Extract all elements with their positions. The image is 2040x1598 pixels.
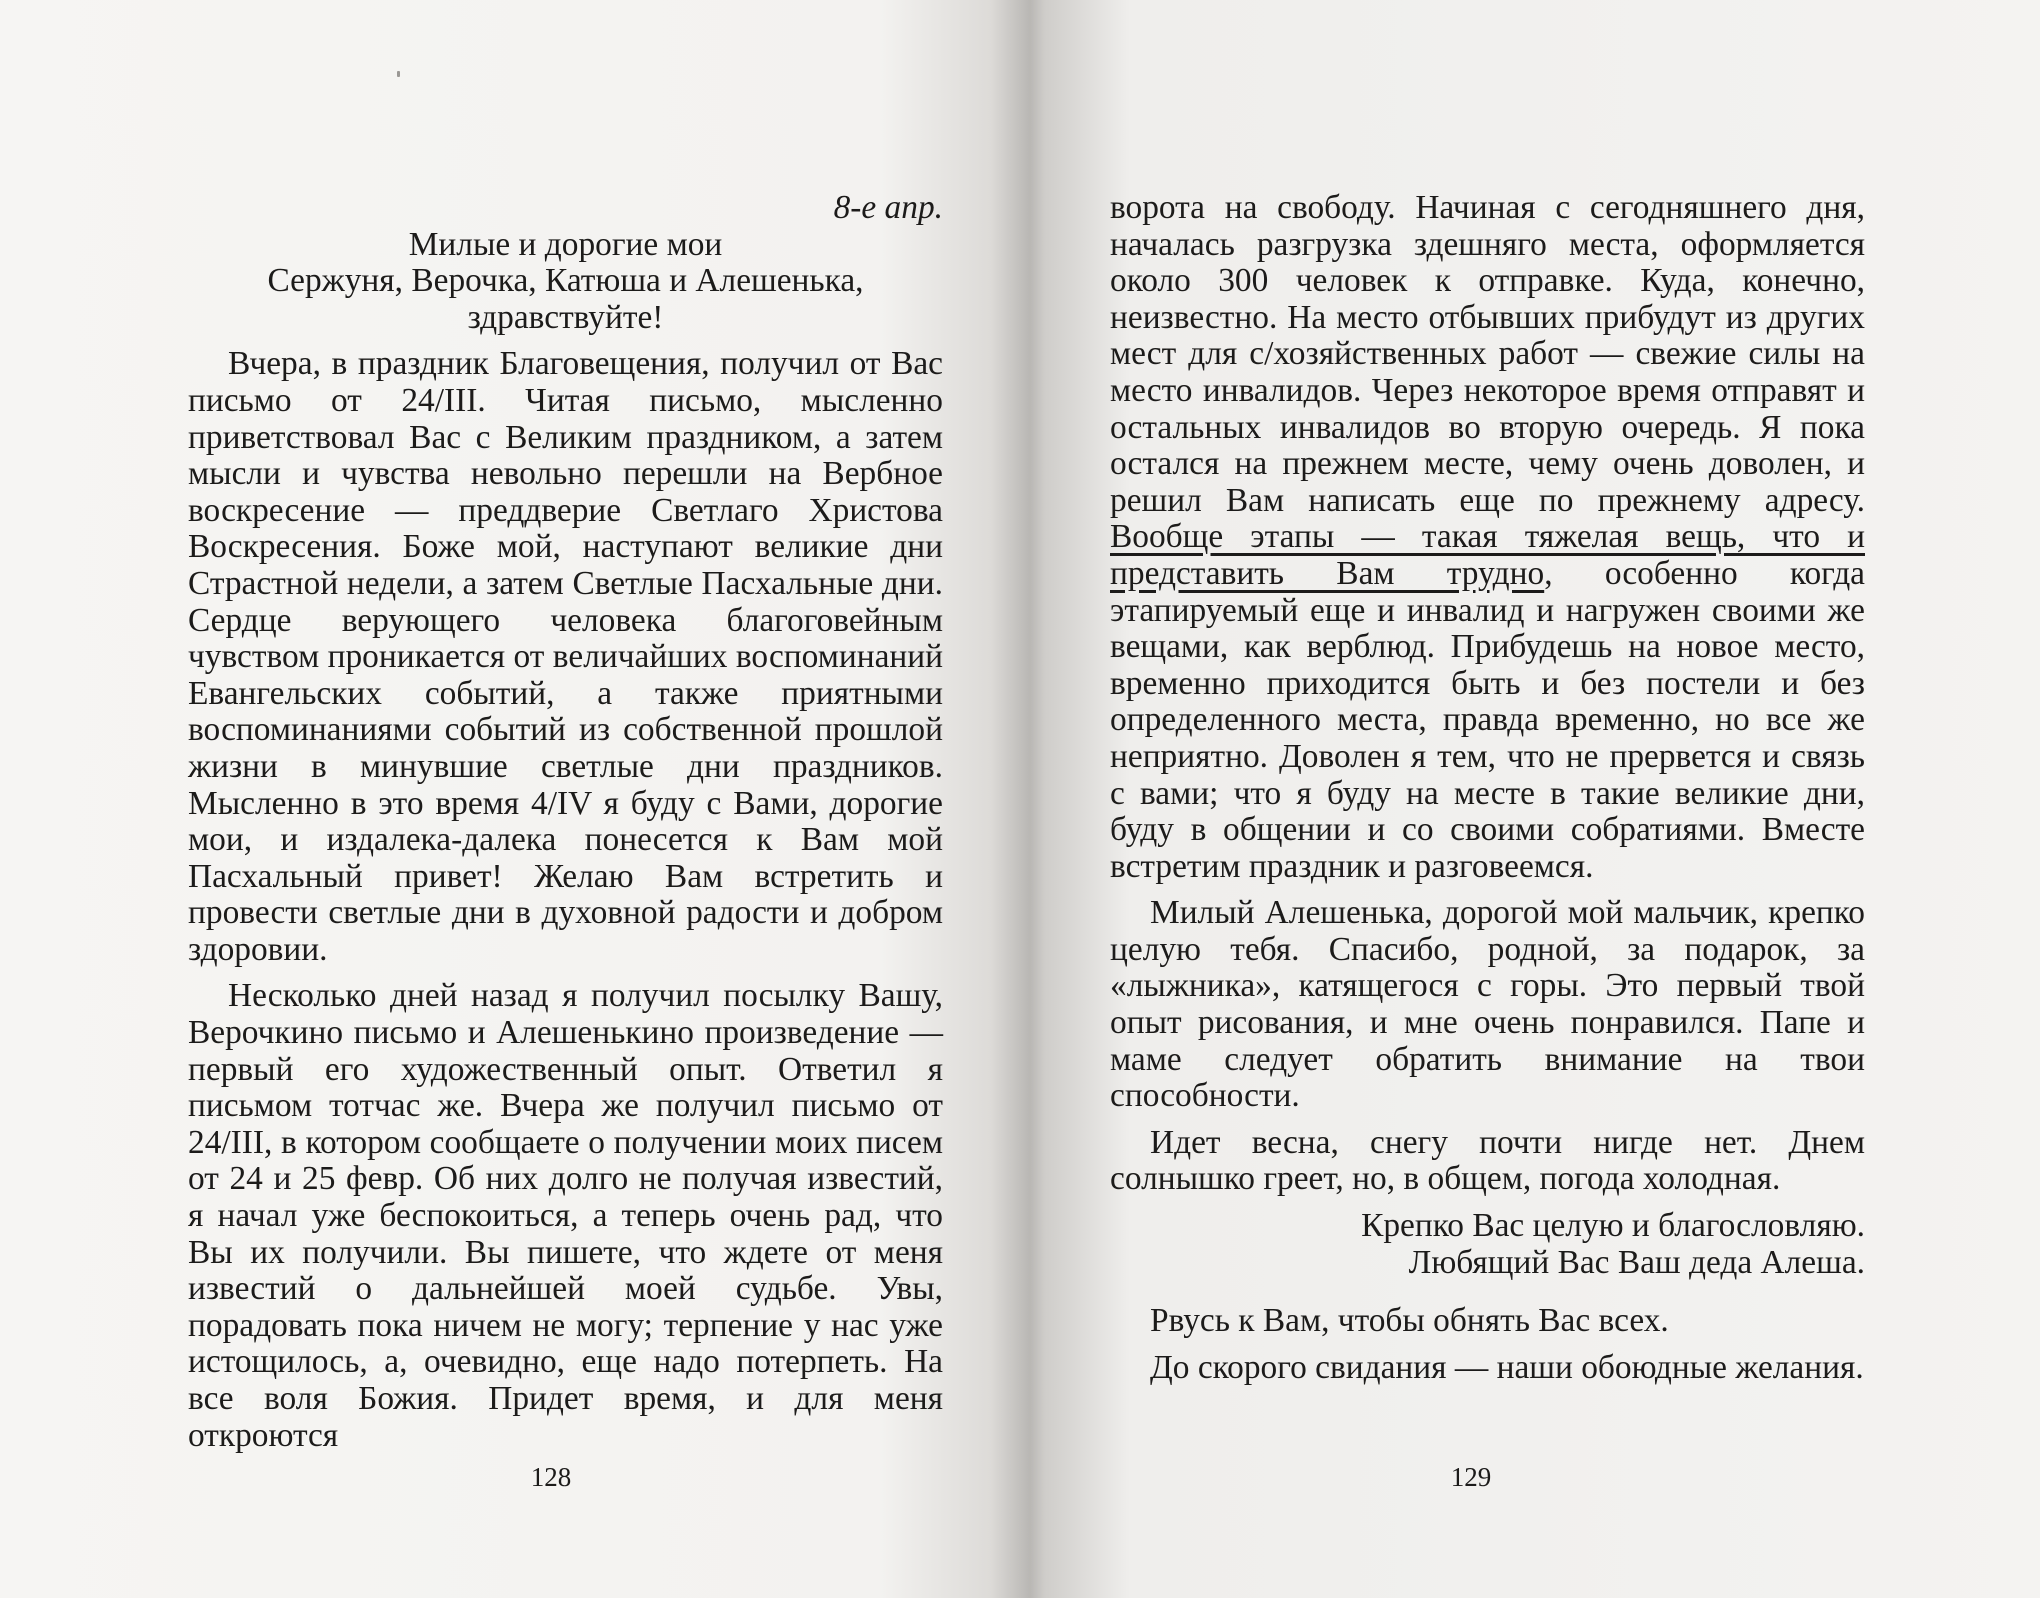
right-page xyxy=(1110,190,1865,1396)
right-paragraph-1 xyxy=(1110,190,1865,885)
salutation-line-3: здравствуйте! xyxy=(467,298,664,336)
left-page xyxy=(188,190,943,1464)
paper-speck xyxy=(397,71,400,77)
underlined-passage: Вообще этапы — такая тяжелая вещь, что и представить Вам трудно xyxy=(1110,518,1865,592)
right-paragraph-3: Идет весна, снегу почти нигде нет. Днем солнышко греет, но, в общем, погода холодная. xyxy=(1110,1123,1865,1198)
left-paragraph-2: Несколько дней назад я получил посылку Вашу, Верочкино письмо и Алешенькино произведение — первый его художественный опыт. Ответил я письмом тотчас же. Вчера же получил письмо от 24/III, в котором сообщаете о получении моих писем от 24 и 25 февр. Об них долго не получая известий, я начал уже беспокоиться, а теперь очень рад, что Вы их получили. Вы пишете, что ждете от меня известий о дальнейшей моей судьбе. Увы, порадовать пока ничем не могу; терпение у нас уже истощилось, а, очевидно, еще надо потерпеть. На все воля Божия. Придет время, и для меня откроются xyxy=(188,977,943,1454)
closing-line-1: Крепко Вас целую и благословляю. xyxy=(1361,1207,1865,1245)
left-paragraph-1: Вчера, в праздник Благовещения, получил от Вас письмо от 24/III. Читая письмо, мысленно приветствовал Вас с Великим праздником, а затем мысли и чувства невольно перешли на Вербное воскресение — преддверие Светлаго Христова Воскресения. Боже мой, наступают великие дни Страстной недели, а затем Светлые Пасхальные дни. Сердце верующего человека благоговейным чувством проникается от величайших воспоминаний Евангельских событий, а также приятными воспоминаниями событий из собственной прошлой жизни в минувшие светлые дни праздников. Мысленно в это время 4/IV я буду с Вами, дорогие мои, и издалека-далека понесется к Вам мой Пасхальный привет! Желаю Вам встретить и провести светлые дни в духовной радости и добром здоровии. xyxy=(188,345,943,968)
letter-date: 8-е апр. xyxy=(833,189,943,226)
right-paragraph-1-end: , особенно когда этапируемый еще и инвалид и нагружен своими же вещами, как верблюд. Прибудешь на новое место, временно приходится быть и без постели и без определенного места, правда временно, но все же неприятно. Доволен я тем, что не прервется и связь с вами; что я буду на месте в такие великие дни, буду в общении и со своими собратиями. Вместе встретим праздник и разговеемся. xyxy=(1110,554,1865,885)
right-body xyxy=(1110,190,1865,1198)
postscript-1: Рвусь к Вам, чтобы обнять Вас всех. xyxy=(1150,1302,1669,1340)
postscript-2: До скорого свидания — наши обоюдные желания. xyxy=(1150,1348,1864,1386)
right-paragraph-1-start: ворота на свободу. Начиная с сегодняшнего дня, началась разгрузка здешняго места, оформляется около 300 человек к отправке. Куда, конечно, неизвестно. На место отбывших прибудут из других мест для с/хозяйственных работ — свежие силы на место инвалидов. Через некоторое время отправят и остальных инвалидов во вторую очередь. Я пока остался на прежнем месте, чему очень доволен, и решил Вам написать еще по прежнему адресу. xyxy=(1110,189,1865,519)
right-paragraph-2: Милый Алешенька, дорогой мой мальчик, крепко целую тебя. Спасибо, родной, за подарок, за «лыжника», катящегося с горы. Это первый твой опыт рисования, и мне очень понравился. Папе и маме следует обратить внимание на твои способности. xyxy=(1110,894,1865,1115)
left-body xyxy=(188,346,943,1454)
page-number-right: 129 xyxy=(1450,1462,1492,1492)
page-number-left: 128 xyxy=(530,1462,572,1492)
salutation-line-2: Сержуня, Верочка, Катюша и Алешенька, xyxy=(267,262,864,300)
postscript xyxy=(1110,1303,1865,1386)
salutation-line-1: Милые и дорогие мои xyxy=(408,225,723,263)
closing-signature: Любящий Вас Ваш деда Алеша. xyxy=(1408,1243,1865,1281)
